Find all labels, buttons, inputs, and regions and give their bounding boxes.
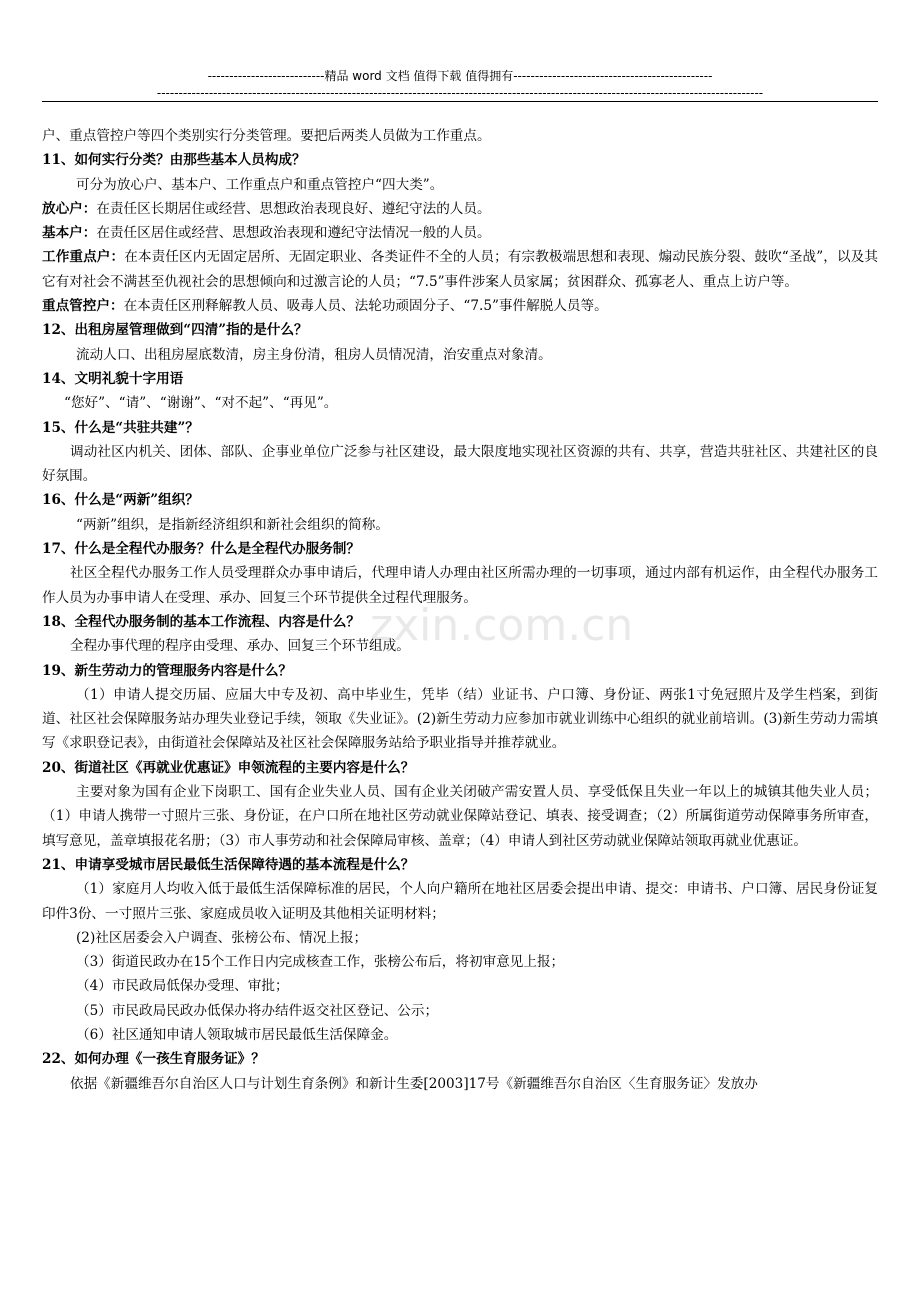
paragraph: （1）家庭月人均收入低于最低生活保障标准的居民，个人向户籍所在地社区居委会提出申请、提交：申请书、户口簿、居民身份证复印件3份、一寸照片三张、家庭成员收入证明及其他相关证明材料； [42,881,878,922]
term-text: 在本责任区刑释解教人员、吸毒人员、法轮功顽固分子、“7.5”事件解脱人员等。 [123,298,608,315]
header-line-2: -------------------------------------------------------------------------------------------------------------------------------------------- [156,86,764,100]
question-heading: 22、如何办理《一孩生育服务证》？ [42,1051,265,1068]
question-heading: 14、文明礼貌十字用语 [42,370,184,387]
paragraph: 主要对象为国有企业下岗职工、国有企业失业人员、国有企业关闭破产需安置人员、享受低保且失业一年以上的城镇其他失业人员；（1）申请人携带一寸照片三张、身份证，在户口所在地社区劳动就业保障站登记、填表、接受调查；（2）所属街道劳动保障事务所审查，填写意见，盖章填报花名册；（3）市人事劳动和社会保障局审核、盖章；（4）申请人到社区劳动就业保障站领取再就业优惠证。 [42,784,878,849]
question-heading: 12、出租房屋管理做到“四清”指的是什么？ [42,322,308,339]
paragraph: （1）申请人提交历届、应届大中专及初、高中毕业生，凭毕（结）业证书、户口簿、身份证、两张1寸免冠照片及学生档案，到街道、社区社会保障服务站办理失业登记手续，领取《失业证》。(2)新生劳动力应参加市就业训练中心组织的就业前培训。(3)新生劳动力需填写《求职登记表》，由街道社会保障站及社区社会保障服务站给予职业指导并推荐就业。 [42,686,878,752]
question-heading: 20、街道社区《再就业优惠证》申领流程的主要内容是什么？ [42,759,415,776]
term-label: 重点管控户： [42,298,124,315]
question-heading: 15、什么是“共驻共建”？ [42,419,199,436]
term-definition [42,197,878,221]
paragraph: 调动社区内机关、团体、部队、企事业单位广泛参与社区建设，最大限度地实现社区资源的共有、共享，营造共驻社区、共建社区的良好氛围。 [42,443,878,485]
term-text: 在本责任区内无固定居所、无固定职业、各类证件不全的人员；有宗教极端思想和表现、煽动民族分裂、鼓吹“圣战”，以及其它有对社会不满甚至仇视社会的思想倾向和过激言论的人员；“7.5”事件涉案人员家属；贫困群众、孤寡老人、重点上访户等。 [42,249,878,290]
term-text: 在责任区居住或经营、思想政治表现和遵纪守法情况一般的人员。 [96,225,491,242]
paragraph: （6）社区通知申请人领取城市居民最低生活保障金。 [76,1026,398,1043]
question-heading: 21、申请享受城市居民最低生活保障待遇的基本流程是什么？ [42,856,415,873]
term-text: 在责任区长期居住或经营、思想政治表现良好、遵纪守法的人员。 [96,200,491,217]
term-definition [42,245,878,294]
header-rule [42,101,878,102]
question-heading: 17、什么是全程代办服务？什么是全程代办服务制？ [42,541,360,558]
paragraph: 全程办事代理的程序由受理、承办、回复三个环节组成。 [70,638,410,655]
question-heading: 16、什么是“两新”组织？ [42,492,199,509]
paragraph: (2)社区居委会入户调查、张榜公布、情况上报； [76,929,368,946]
term-label: 放心户： [42,200,97,217]
paragraph: “两新”组织，是指新经济组织和新社会组织的简称。 [76,516,389,533]
paragraph: 户、重点管控户等四个类别实行分类管理。要把后两类人员做为工作重点。 [42,128,491,144]
term-label: 基本户： [42,225,97,242]
paragraph: 依据《新疆维吾尔自治区人口与计划生育条例》和新计生委[2003]17号《新疆维吾尔自治区〈生育服务证〉发放办 [70,1075,758,1092]
paragraph: 流动人口、出租房屋底数清，房主身份清，租房人员情况清，治安重点对象清。 [76,346,552,363]
question-heading: 18、全程代办服务制的基本工作流程、内容是什么？ [42,613,360,630]
paragraph: “您好”、“请”、“谢谢”、“对不起”、“再见”。 [64,395,338,412]
term-definition [42,294,878,318]
term-definition [42,221,878,245]
watermark: zxin.com.cn [370,600,634,651]
question-heading: 11、如何实行分类？由那些基本人员构成？ [42,152,306,169]
paragraph: （4）市民政局低保办受理、审批； [76,978,289,995]
paragraph: 可分为放心户、基本户、工作重点户和重点管控户“四大类”。 [76,176,444,193]
term-label: 工作重点户： [42,249,125,266]
question-heading: 19、新生劳动力的管理服务内容是什么？ [42,662,293,679]
header-line-1: ---------------------------精品 word 文档 值得下载 值得拥有---------------------------------------------- [207,69,713,83]
paragraph: 社区全程代办服务工作人员受理群众办事申请后，代理申请人办理由社区所需办理的一切事项，通过内部有机运作，由全程代办服务工作人员为办事申请人在受理、承办、回复三个环节提供全过程代理服务。 [42,565,878,606]
paragraph: （3）街道民政办在15个工作日内完成核查工作，张榜公布后，将初审意见上报； [76,954,565,971]
document-body [42,124,878,1096]
paragraph: （5）市民政局民政办低保办将办结件返交社区登记、公示； [76,1002,439,1019]
